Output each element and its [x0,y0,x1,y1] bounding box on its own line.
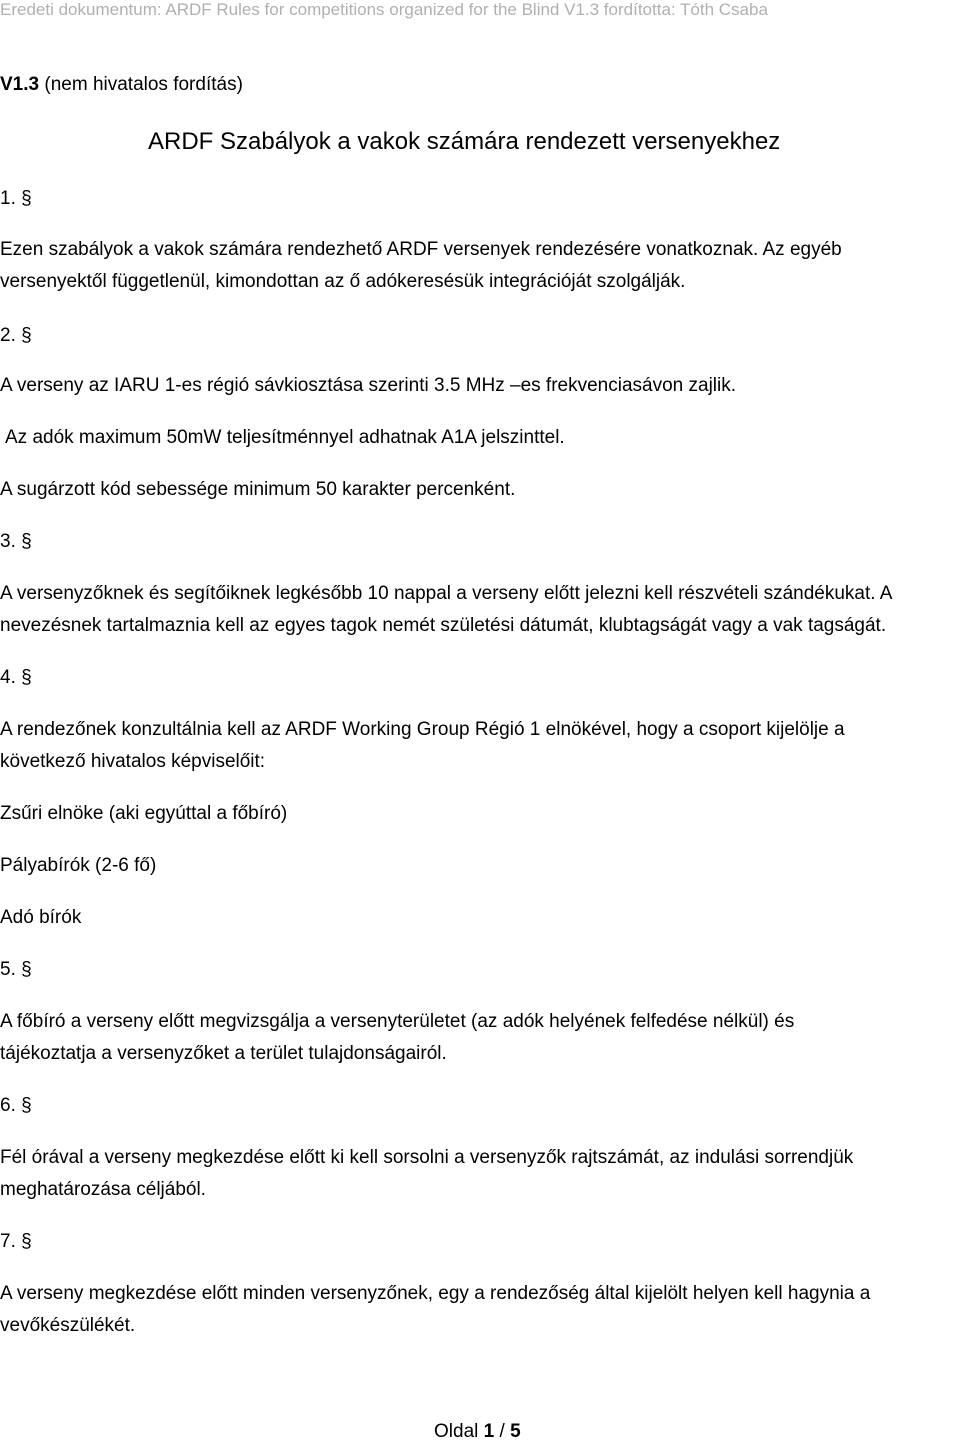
paragraph-line: A rendezőnek konzultálnia kell az ARDF Working Group Régió 1 elnökével, hogy a csoport kijelölje a [0,719,845,740]
paragraph-line: A verseny megkezdése előtt minden versenyzőnek, egy a rendezőség által kijelölt helyen kell hagynia a [0,1283,871,1304]
section-heading-4: 4. § [0,667,32,688]
paragraph-line: Ezen szabályok a vakok számára rendezhető ARDF versenyek rendezésére vonatkoznak. Az egyéb [0,239,842,260]
document-title: ARDF Szabályok a vakok számára rendezett versenyekhez [148,128,781,155]
list-item: Pályabírók (2-6 fő) [0,855,157,876]
page-number-footer [434,1421,521,1443]
list-item: Zsűri elnöke (aki egyúttal a főbíró) [0,803,288,824]
paragraph-line: nevezésnek tartalmaznia kell az egyes tagok nemét születési dátumát, klubtagságát vagy a vak tagságát. [0,615,887,636]
paragraph-line: A sugárzott kód sebessége minimum 50 karakter percenként. [0,479,516,500]
section-heading-3: 3. § [0,531,32,552]
section-heading-1: 1. § [0,188,32,209]
paragraph-line: vevőkészülékét. [0,1315,136,1336]
section-heading-5: 5. § [0,959,32,980]
total-pages: 5 [510,1421,521,1442]
document-source-header: Eredeti dokumentum: ARDF Rules for competitions organized for the Blind V1.3 fordította: Tóth Csaba [0,0,768,19]
paragraph-line: A verseny az IARU 1-es régió sávkiosztása szerinti 3.5 MHz –es frekvenciasávon zajlik. [0,375,737,396]
section-heading-6: 6. § [0,1095,32,1116]
paragraph-line: következő hivatalos képviselőit: [0,751,266,772]
paragraph-line: Az adók maximum 50mW teljesítménnyel adhatnak A1A jelszinttel. [5,427,565,448]
paragraph-line: meghatározása céljából. [0,1179,206,1200]
page-separator: / [494,1421,511,1442]
version-line [0,73,243,97]
current-page: 1 [483,1421,495,1442]
paragraph-line: A főbíró a verseny előtt megvizsgálja a versenyterületet (az adók helyének felfedése nélkül) és [0,1011,795,1032]
paragraph-line: Fél órával a verseny megkezdése előtt ki kell sorsolni a versenyzők rajtszámát, az indulási sorrendjük [0,1147,854,1168]
version-note: (nem hivatalos fordítás) [39,74,243,95]
paragraph-line: A versenyzőknek és segítőiknek legkésőbb 10 nappal a verseny előtt jelezni kell részvételi szándékukat. A [0,583,893,604]
paragraph-line: tájékoztatja a versenyzőket a terület tulajdonságairól. [0,1043,447,1064]
page-label: Oldal [434,1421,484,1442]
paragraph-line: versenyektől függetlenül, kimondottan az ő adókeresésük integrációját szolgálják. [0,271,686,292]
version-number: V1.3 [0,74,40,95]
section-heading-2: 2. § [0,325,32,346]
section-heading-7: 7. § [0,1231,32,1252]
list-item: Adó bírók [0,907,82,928]
